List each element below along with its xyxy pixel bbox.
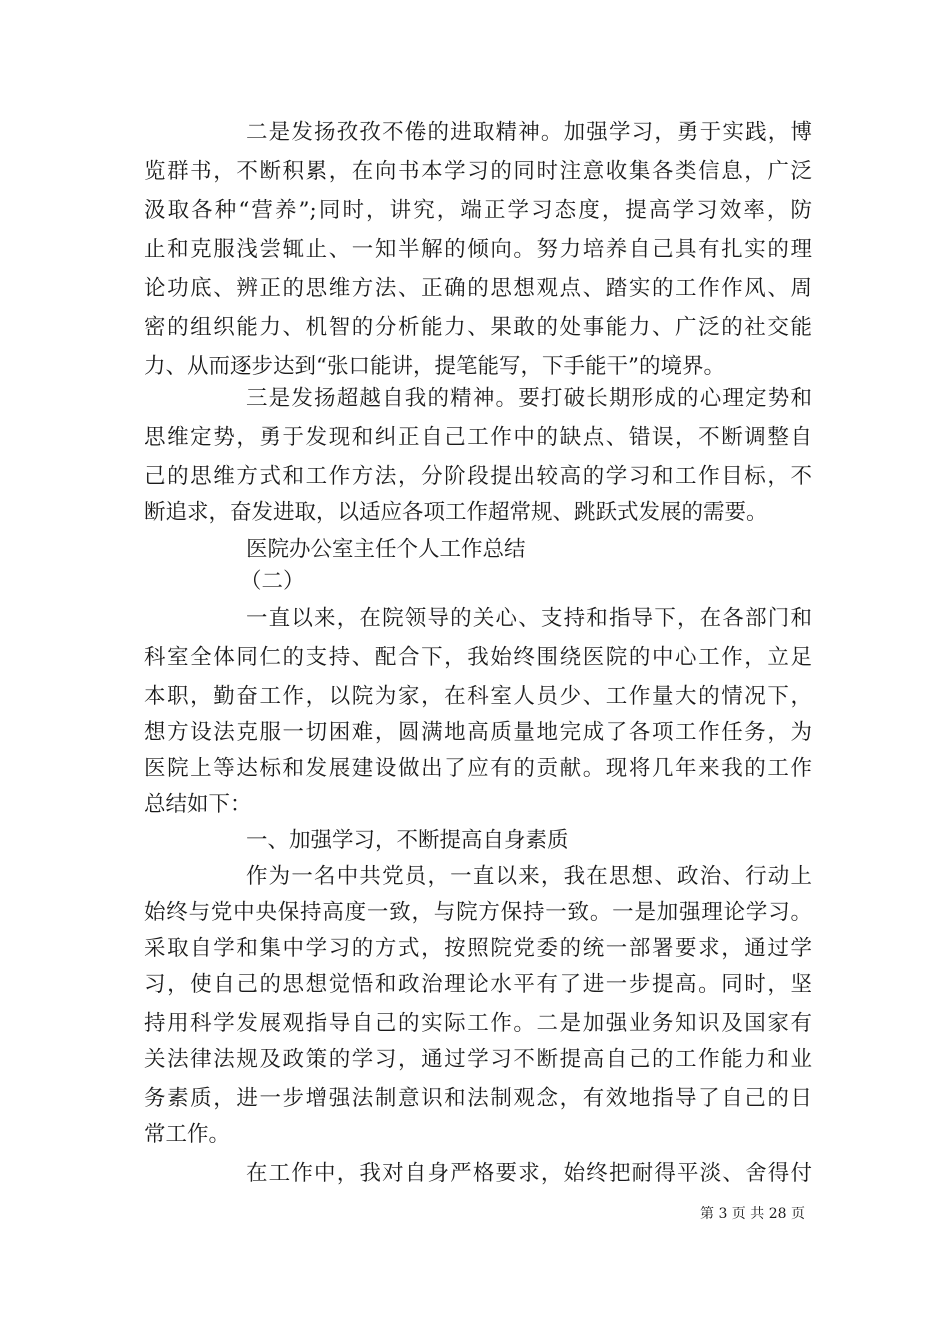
document-subtitle: （二） [240,569,305,594]
paragraph-line: 采取自学和集中学习的方式，按照院党委的统一部署要求，通过学 [144,936,812,961]
paragraph-line: 始终与党中央保持高度一致，与院方保持一致。一是加强理论学习。 [144,900,812,925]
page-number: 第 3 页 共 28 页 [700,1206,805,1222]
paragraph-line: 断追求，奋发进取，以适应各项工作超常规、跳跃式发展的需要。 [144,500,768,525]
paragraph-line: 三是发扬超越自我的精神。要打破长期形成的心理定势和 [246,386,812,411]
paragraph-line: 思维定势，勇于发现和纠正自己工作中的缺点、错误，不断调整自 [144,425,812,450]
paragraph-line: 力、从而逐步达到“张口能讲，提笔能写，下手能干”的境界。 [144,354,725,379]
paragraph-line: 关法律法规及政策的学习，通过学习不断提高自己的工作能力和业 [144,1047,812,1072]
paragraph-line: 在工作中，我对自身严格要求，始终把耐得平淡、舍得付 [246,1161,812,1186]
paragraph-line: 论功底、辨正的思维方法、正确的思想观点、踏实的工作作风、周 [144,276,812,301]
paragraph-line: 一直以来，在院领导的关心、支持和指导下，在各部门和 [246,606,812,631]
paragraph-line: 医院上等达标和发展建设做出了应有的贡献。现将几年来我的工作 [144,756,812,781]
paragraph-line: 作为一名中共党员，一直以来，我在思想、政治、行动上 [246,864,812,889]
paragraph-line: 想方设法克服一切困难，圆满地高质量地完成了各项工作任务，为 [144,720,812,745]
paragraph-line: 总结如下： [144,792,252,817]
paragraph-line: 二是发扬孜孜不倦的进取精神。加强学习，勇于实践，博 [246,120,812,145]
paragraph-line: 持用科学发展观指导自己的实际工作。二是加强业务知识及国家有 [144,1011,812,1036]
paragraph-line: 密的组织能力、机智的分析能力、果敢的处事能力、广泛的社交能 [144,315,812,340]
section-heading: 一、加强学习，不断提高自身素质 [246,828,569,853]
paragraph-line: 本职，勤奋工作，以院为家，在科室人员少、工作量大的情况下， [144,684,812,709]
paragraph-line: 览群书，不断积累，在向书本学习的同时注意收集各类信息，广泛 [144,159,812,184]
paragraph-line: 己的思维方式和工作方法，分阶段提出较高的学习和工作目标，不 [144,464,812,489]
paragraph-line: 习，使自己的思想觉悟和政治理论水平有了进一步提高。同时，坚 [144,972,812,997]
paragraph-line: 务素质，进一步增强法制意识和法制观念，有效地指导了自己的日 [144,1086,812,1111]
paragraph-line: 科室全体同仁的支持、配合下，我始终围绕医院的中心工作，立足 [144,645,812,670]
paragraph-line: 止和克服浅尝辄止、一知半解的倾向。努力培养自己具有扎实的理 [144,237,812,262]
paragraph-line: 常工作。 [144,1122,231,1147]
paragraph-line: 汲取各种“营养”;同时，讲究，端正学习态度，提高学习效率，防 [144,198,812,223]
document-title: 医院办公室主任个人工作总结 [246,537,526,562]
